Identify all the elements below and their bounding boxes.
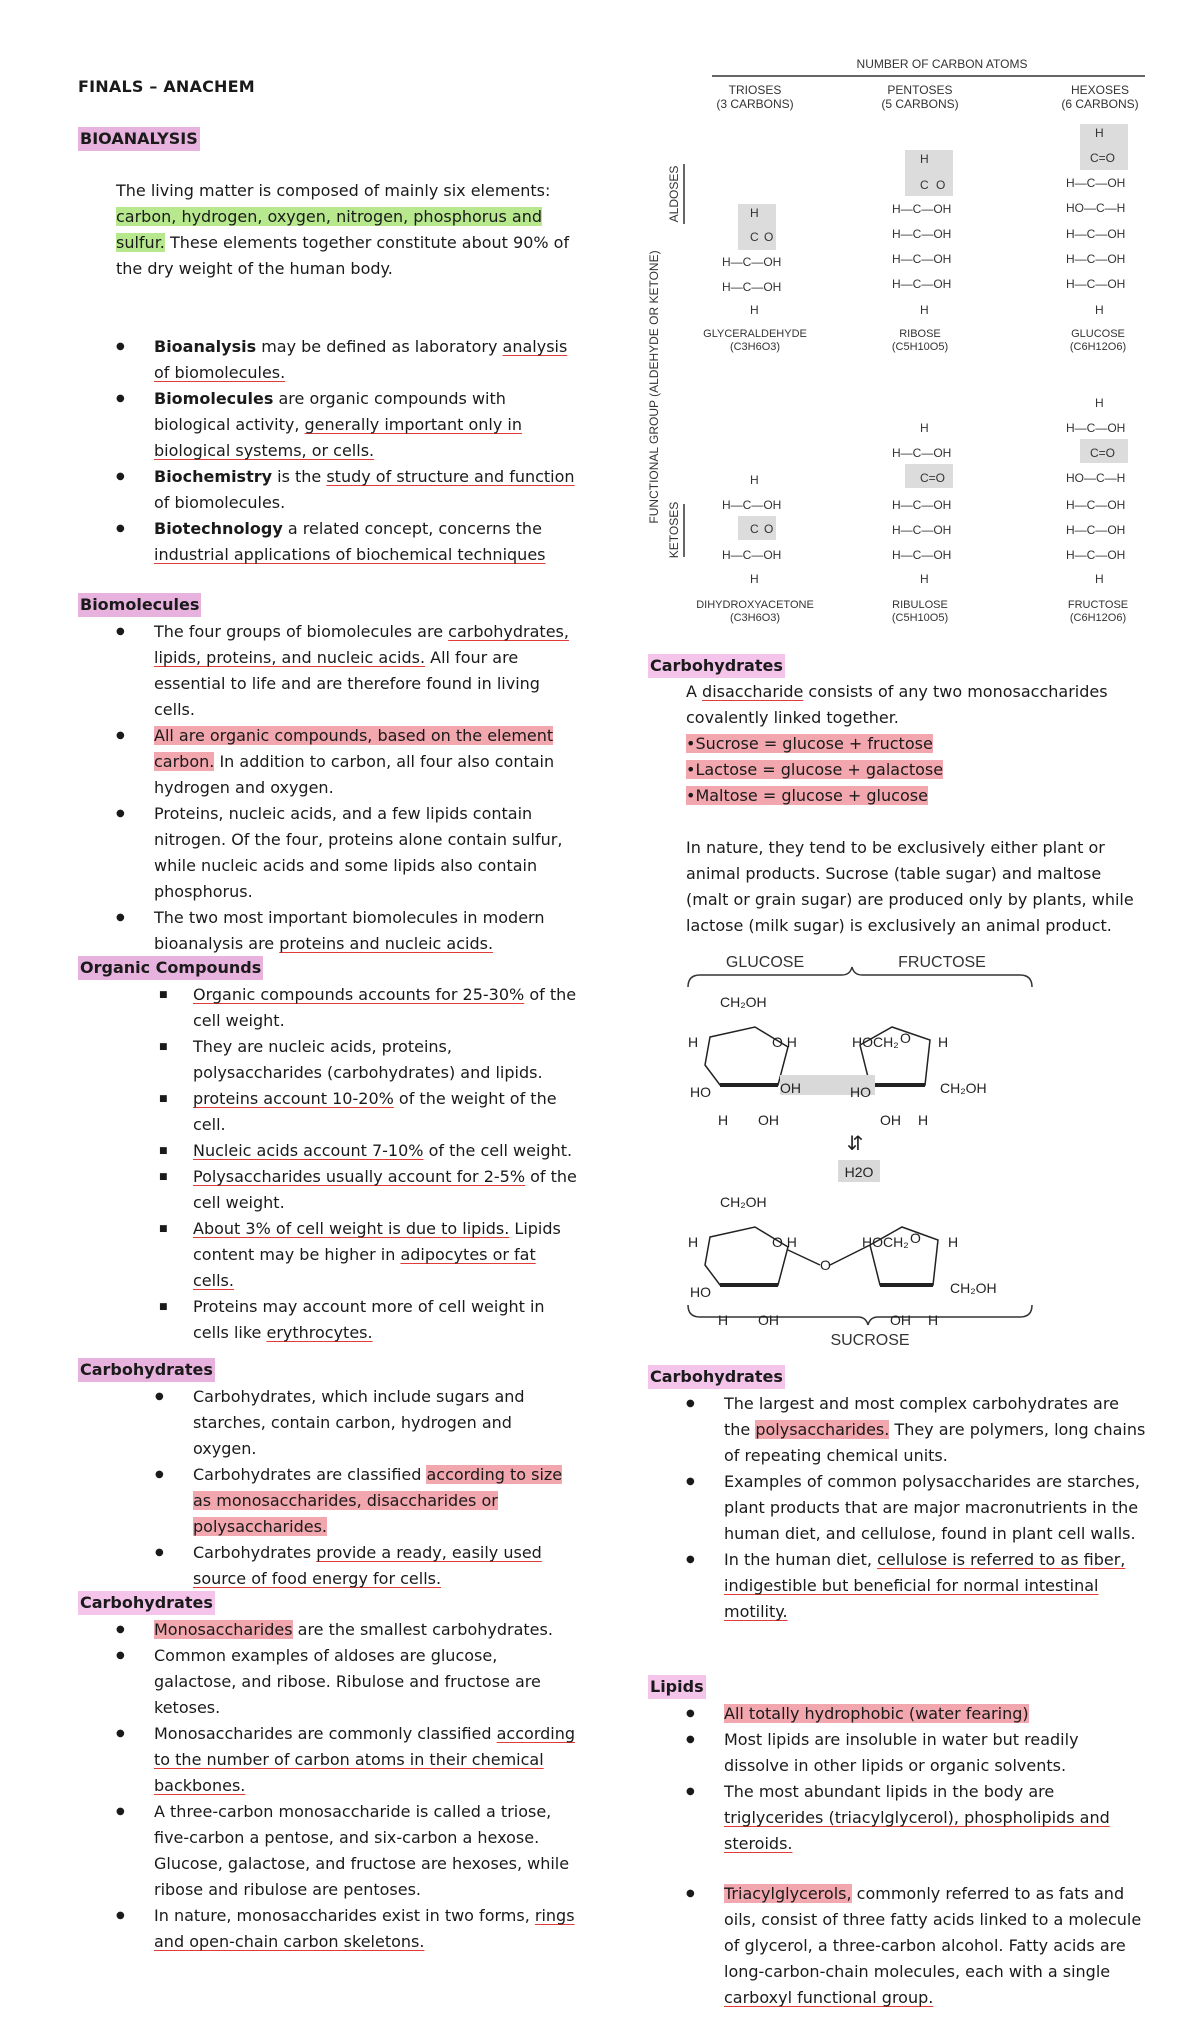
svg-text:H—C—OH: H—C—OH bbox=[1066, 498, 1126, 512]
svg-text:H: H bbox=[688, 1234, 699, 1250]
svg-text:O: O bbox=[764, 230, 774, 244]
svg-text:H—C—OH: H—C—OH bbox=[892, 227, 952, 241]
svg-text:HOCH₂: HOCH₂ bbox=[862, 1234, 909, 1250]
disaccharide-paragraph: In nature, they tend to be exclusively either plant or animal products. Sucrose (table sugar) and maltose (malt or grain sugar) are produced only by plants, while lactose (milk sugar) is exclusively an animal product. bbox=[686, 838, 1134, 935]
glycosidic-bond bbox=[788, 1250, 820, 1265]
svg-text:C: C bbox=[750, 522, 759, 536]
formula-ribose: (C5H10O5) bbox=[891, 341, 949, 353]
list-item: ● Biotechnology a related concept, concerns the industrial applications of biochemical techniques bbox=[154, 516, 578, 568]
svg-text:H—C—OH: H—C—OH bbox=[1066, 523, 1126, 537]
name-fructose: FRUCTOSE bbox=[1067, 599, 1129, 611]
intro-highlight: carbon, hydrogen, oxygen, nitrogen, phosphorus and sulfur. bbox=[116, 207, 543, 252]
svg-text:H—C—OH: H—C—OH bbox=[892, 548, 952, 562]
list-item: ● Bioanalysis may be defined as laboratory analysis of biomolecules. bbox=[154, 334, 578, 386]
list-item: ● Examples of common polysaccharides are starches, plant products that are major macronutrients in the human diet, and cellulose, found in plant cell walls. bbox=[724, 1469, 1148, 1547]
list-item: ■ Nucleic acids account 7-10% of the cell weight. bbox=[193, 1138, 578, 1164]
carbs2-list bbox=[154, 1617, 578, 1955]
svg-text:H—C—OH: H—C—OH bbox=[892, 498, 952, 512]
formula-glyceraldehyde: (C3H6O3) bbox=[729, 341, 781, 353]
side-axis-label: FUNCTIONAL GROUP (ALDEHYDE OR KETONE) bbox=[647, 250, 661, 524]
list-item: ● The four groups of biomolecules are carbohydrates, lipids, proteins, and nucleic acids. All four are essential to life and are therefore found in living cells. bbox=[154, 619, 578, 723]
list-item: ● Monosaccharides are the smallest carbohydrates. bbox=[154, 1617, 578, 1643]
svg-text:OH: OH bbox=[780, 1080, 801, 1096]
list-item: ● The most abundant lipids in the body are triglycerides (triacylglycerol), phospholipids and steroids. bbox=[724, 1779, 1148, 1857]
aldoses-label: ALDOSES bbox=[667, 165, 681, 223]
svg-text:O: O bbox=[764, 522, 774, 536]
svg-text:H: H bbox=[920, 152, 929, 166]
section-heading-lipids: Lipids bbox=[648, 1675, 706, 1699]
section-heading-carbohydrates-4: Carbohydrates bbox=[648, 1365, 785, 1389]
equilibrium-arrow: ⇵ bbox=[846, 1133, 864, 1155]
list-item: ● Common examples of aldoses are glucose, galactose, and ribose. Ribulose and fructose are ketoses. bbox=[154, 1643, 578, 1721]
svg-text:H: H bbox=[948, 1234, 959, 1250]
formula-ribulose: (C5H10O5) bbox=[891, 612, 949, 624]
bottom-brace bbox=[688, 1305, 1032, 1325]
name-ribose: RIBOSE bbox=[899, 328, 941, 340]
list-item: ● Monosaccharides are commonly classified according to the number of carbon atoms in their chemical backbones. bbox=[154, 1721, 578, 1799]
svg-text:H: H bbox=[920, 572, 929, 586]
svg-text:H: H bbox=[1095, 396, 1104, 410]
svg-text:H—C—OH: H—C—OH bbox=[1066, 277, 1126, 291]
svg-text:O: O bbox=[910, 1230, 921, 1246]
svg-text:HO: HO bbox=[690, 1284, 711, 1300]
list-item: ● In the human diet, cellulose is referred to as fiber, indigestible but beneficial for normal intestinal motility. bbox=[724, 1547, 1148, 1625]
name-glucose: GLUCOSE bbox=[1071, 328, 1125, 340]
svg-text:HO: HO bbox=[850, 1084, 871, 1100]
svg-text:O H: O H bbox=[772, 1234, 797, 1250]
svg-text:H—C—OH: H—C—OH bbox=[722, 548, 782, 562]
svg-text:O: O bbox=[936, 178, 946, 192]
intro-text-2: These elements together constitute about 90% of the dry weight of the human body. bbox=[116, 233, 570, 278]
svg-text:H: H bbox=[920, 303, 929, 317]
svg-text:C=O: C=O bbox=[1090, 446, 1116, 460]
list-item: ● All totally hydrophobic (water fearing) bbox=[724, 1701, 1148, 1727]
svg-text:O: O bbox=[900, 1030, 911, 1046]
organic-list bbox=[193, 982, 578, 1346]
column-hexoses: HEXOSES bbox=[1070, 83, 1130, 97]
monosaccharide-figure bbox=[640, 52, 1150, 637]
fructose-label: FRUCTOSE bbox=[898, 954, 986, 971]
figure-top-label: NUMBER OF CARBON ATOMS bbox=[856, 57, 1028, 71]
ketoses-label: KETOSES bbox=[667, 501, 681, 559]
name-glyceraldehyde: GLYCERALDEHYDE bbox=[703, 328, 807, 340]
section-heading-organic-compounds: Organic Compounds bbox=[78, 956, 263, 980]
column-pentoses-sub: (5 CARBONS) bbox=[881, 97, 959, 111]
svg-text:CH₂OH: CH₂OH bbox=[720, 994, 767, 1010]
list-item: ● Triacylglycerols, commonly referred to as fats and oils, consist of three fatty acids linked to a molecule of glycerol, a three-carbon alcohol. Fatty acids are long-carbon-chain molecules, each with a single carboxyl functional group. bbox=[724, 1881, 1148, 2011]
svg-text:HO: HO bbox=[690, 1084, 711, 1100]
list-item: ● Carbohydrates provide a ready, easily used source of food energy for cells. bbox=[193, 1540, 578, 1592]
glucose-label: GLUCOSE bbox=[725, 954, 805, 971]
column-trioses: TRIOSES bbox=[728, 83, 782, 97]
svg-text:O H: O H bbox=[772, 1034, 797, 1050]
list-item: ● A three-carbon monosaccharide is called a triose, five-carbon a pentose, and six-carbon a hexose. Glucose, galactose, and fructose are hexoses, while ribose and ribulose are pentoses. bbox=[154, 1799, 578, 1903]
svg-text:H: H bbox=[750, 572, 759, 586]
svg-text:H—C—OH: H—C—OH bbox=[892, 277, 952, 291]
carbs4-list bbox=[724, 1391, 1148, 1625]
name-dihydroxyacetone: DIHYDROXYACETONE bbox=[696, 599, 814, 611]
sucrose-figure bbox=[680, 945, 1080, 1355]
formula-dihydroxyacetone: (C3H6O3) bbox=[729, 612, 781, 624]
list-item: ● The two most important biomolecules in modern bioanalysis are proteins and nucleic acids. bbox=[154, 905, 578, 957]
list-item: ● In nature, monosaccharides exist in two forms, rings and open-chain carbon skeletons. bbox=[154, 1903, 578, 1955]
document-title: FINALS – ANACHEM bbox=[78, 77, 255, 96]
list-item: ■ Polysaccharides usually account for 2-5% of the cell weight. bbox=[193, 1164, 578, 1216]
list-item: ■ About 3% of cell weight is due to lipids. Lipids content may be higher in adipocytes or fat cells. bbox=[193, 1216, 578, 1294]
name-ribulose: RIBULOSE bbox=[892, 599, 948, 611]
svg-text:H—C—OH: H—C—OH bbox=[1066, 227, 1126, 241]
svg-text:H—C—OH: H—C—OH bbox=[1066, 176, 1126, 190]
list-item: ■ proteins account 10-20% of the weight of the cell. bbox=[193, 1086, 578, 1138]
column-hexoses-sub: (6 CARBONS) bbox=[1061, 97, 1139, 111]
svg-text:H: H bbox=[938, 1034, 949, 1050]
svg-text:H: H bbox=[928, 1312, 939, 1328]
svg-text:H—C—OH: H—C—OH bbox=[722, 255, 782, 269]
list-item: ■ Organic compounds accounts for 25-30% of the cell weight. bbox=[193, 982, 578, 1034]
carbs1-list bbox=[193, 1384, 578, 1592]
column-pentoses: PENTOSES bbox=[887, 83, 953, 97]
svg-text:O: O bbox=[820, 1257, 831, 1273]
svg-text:H: H bbox=[688, 1034, 699, 1050]
list-item: •Lactose = glucose + galactose bbox=[686, 760, 944, 779]
list-item: ● Most lipids are insoluble in water but readily dissolve in other lipids or organic solvents. bbox=[724, 1727, 1148, 1779]
section-heading-carbohydrates-3: Carbohydrates bbox=[648, 654, 785, 678]
aldehyde-group-highlight bbox=[905, 150, 953, 196]
section-heading-carbohydrates-1: Carbohydrates bbox=[78, 1358, 215, 1382]
svg-text:H: H bbox=[750, 473, 759, 487]
bioanalysis-list bbox=[154, 334, 578, 568]
intro-text: The living matter is composed of mainly six elements: bbox=[116, 181, 551, 200]
svg-text:OH: OH bbox=[758, 1112, 779, 1128]
svg-text:H—C—OH: H—C—OH bbox=[892, 446, 952, 460]
sucrose-label: SUCROSE bbox=[830, 1332, 910, 1349]
svg-text:H—C—OH: H—C—OH bbox=[892, 523, 952, 537]
list-item: ■ They are nucleic acids, proteins, polysaccharides (carbohydrates) and lipids. bbox=[193, 1034, 578, 1086]
disaccharide-text: A disaccharide consists of any two monosaccharides covalently linked together. bbox=[686, 682, 1108, 727]
section-heading-biomolecules: Biomolecules bbox=[78, 593, 201, 617]
svg-text:C: C bbox=[920, 178, 929, 192]
svg-text:H: H bbox=[718, 1112, 729, 1128]
svg-text:HO—C—H: HO—C—H bbox=[1066, 471, 1126, 485]
svg-text:H—C—OH: H—C—OH bbox=[892, 252, 952, 266]
list-item: •Maltose = glucose + glucose bbox=[686, 786, 928, 805]
svg-text:C=O: C=O bbox=[920, 471, 946, 485]
svg-text:CH₂OH: CH₂OH bbox=[940, 1080, 987, 1096]
svg-text:H: H bbox=[750, 303, 759, 317]
biomolecules-list bbox=[154, 619, 578, 957]
svg-text:H—C—OH: H—C—OH bbox=[892, 202, 952, 216]
svg-text:CH₂OH: CH₂OH bbox=[720, 1194, 767, 1210]
list-item: ● Proteins, nucleic acids, and a few lipids contain nitrogen. Of the four, proteins alone contain sulfur, while nucleic acids and some lipids also contain phosphorus. bbox=[154, 801, 578, 905]
svg-text:OH: OH bbox=[880, 1112, 901, 1128]
lipids-list bbox=[724, 1701, 1148, 2011]
list-item: ■ Proteins may account more of cell weight in cells like erythrocytes. bbox=[193, 1294, 578, 1346]
svg-text:OH: OH bbox=[758, 1312, 779, 1328]
svg-text:H: H bbox=[1095, 126, 1104, 140]
svg-text:C=O: C=O bbox=[1090, 151, 1116, 165]
svg-text:HO—C—H: HO—C—H bbox=[1066, 201, 1126, 215]
bioanalysis-intro bbox=[116, 178, 576, 282]
water-label: H2O bbox=[844, 1164, 874, 1180]
svg-text:H: H bbox=[920, 421, 929, 435]
list-item: ● All are organic compounds, based on the element carbon. In addition to carbon, all four also contain hydrogen and oxygen. bbox=[154, 723, 578, 801]
list-item: •Sucrose = glucose + fructose bbox=[686, 734, 933, 753]
list-item: ● The largest and most complex carbohydrates are the polysaccharides. They are polymers, long chains of repeating chemical units. bbox=[724, 1391, 1148, 1469]
svg-text:HOCH₂: HOCH₂ bbox=[852, 1034, 899, 1050]
svg-text:H—C—OH: H—C—OH bbox=[722, 280, 782, 294]
list-item: ● Biomolecules are organic compounds with biological activity, generally important only in biological systems, or cells. bbox=[154, 386, 578, 464]
disaccharide-list bbox=[686, 731, 943, 809]
column-trioses-sub: (3 CARBONS) bbox=[716, 97, 794, 111]
svg-text:H: H bbox=[718, 1312, 729, 1328]
svg-text:H: H bbox=[750, 206, 759, 220]
svg-text:CH₂OH: CH₂OH bbox=[950, 1280, 997, 1296]
svg-text:C: C bbox=[750, 230, 759, 244]
svg-text:H: H bbox=[918, 1112, 929, 1128]
svg-text:H—C—OH: H—C—OH bbox=[722, 498, 782, 512]
formula-glucose: (C6H12O6) bbox=[1069, 341, 1127, 353]
list-item: ● Carbohydrates, which include sugars and starches, contain carbon, hydrogen and oxygen. bbox=[193, 1384, 578, 1462]
svg-text:OH: OH bbox=[890, 1312, 911, 1328]
svg-text:H: H bbox=[1095, 303, 1104, 317]
list-item: ● Biochemistry is the study of structure and function of biomolecules. bbox=[154, 464, 578, 516]
svg-text:H: H bbox=[1095, 572, 1104, 586]
section-heading-bioanalysis: BIOANALYSIS bbox=[78, 127, 200, 151]
svg-text:H—C—OH: H—C—OH bbox=[1066, 421, 1126, 435]
svg-text:H—C—OH: H—C—OH bbox=[1066, 548, 1126, 562]
section-heading-carbohydrates-2: Carbohydrates bbox=[78, 1591, 215, 1615]
list-item: ● Carbohydrates are classified according to size as monosaccharides, disaccharides or polysaccharides. bbox=[193, 1462, 578, 1540]
formula-fructose: (C6H12O6) bbox=[1069, 612, 1127, 624]
svg-text:H—C—OH: H—C—OH bbox=[1066, 252, 1126, 266]
